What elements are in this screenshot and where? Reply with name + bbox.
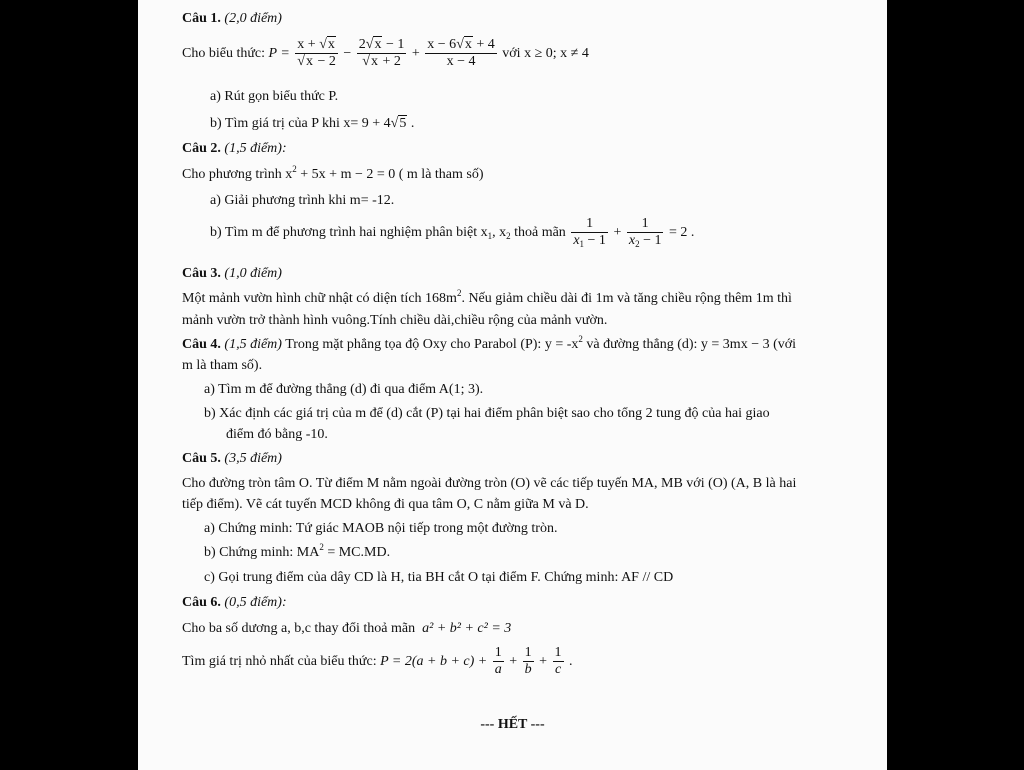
q6-line-1: Cho ba số dương a, b,c thay đổi thoả mãn a² + b² + c² = 3 xyxy=(182,621,512,636)
q1-fraction-1: $\frac{x + √x}{√x - 2}$ xyxy=(297,37,336,70)
q3-line-2: mảnh vườn trở thành hình vuông.Tính chiều dài,chiều rộng của mảnh vườn. xyxy=(182,313,608,328)
q6-fraction-b: $\frac{1}{b}$ xyxy=(524,645,532,678)
q1-heading: Câu 1. (2,0 điểm) xyxy=(182,11,282,26)
q2-part-a: a) Giải phương trình khi m= -12. xyxy=(210,193,395,208)
q5-heading: Câu 5. (3,5 điểm) xyxy=(182,451,282,466)
exam-paper xyxy=(138,0,887,770)
q5-part-b: b) Chứng minh: $MA^2 = MC.MD$. xyxy=(204,542,391,560)
q6-fraction-c: $\frac{1}{c}$ xyxy=(554,645,562,678)
q4-part-b-line-2: điểm đó bằng -10. xyxy=(226,427,328,442)
q5-part-a: a) Chứng minh: Tứ giác MAOB nội tiếp trong một đường tròn. xyxy=(204,521,558,536)
q4-line-2: m là tham số). xyxy=(182,358,263,373)
q6-line-2: Tìm giá trị nhỏ nhất của biểu thức: P = 2(a + b + c) + $\frac{1}{a}$ + $\frac{1}{b}$ + $\frac{1}{c}$ . xyxy=(182,645,573,678)
q1-expression: Cho biểu thức: P = $\frac{x + √x}{√x - 2}$ − $\frac{2√x - 1}{√x + 2}$ + $\frac{x - 6√x + 4}{x - 4}$ với x ≥ 0; x ≠ 4 xyxy=(182,37,589,70)
q5-line-1: Cho đường tròn tâm O. Từ điểm M nằm ngoài đường tròn (O) vẽ các tiếp tuyến MA, MB với (O) (A, B là hai xyxy=(182,476,797,491)
q1-fraction-2: $\frac{2√x - 1}{√x + 2}$ xyxy=(358,37,405,70)
q1-fraction-3: $\frac{x - 6√x + 4}{x - 4}$ xyxy=(427,37,495,70)
q5-line-2: tiếp điểm). Vẽ cát tuyến MCD không đi qua tâm O, C nằm giữa M và D. xyxy=(182,497,589,512)
q5-part-c: c) Gọi trung điểm của dây CD là H, tia BH cắt O tại điểm F. Chứng minh: AF // CD xyxy=(204,570,674,585)
q1-part-a: a) Rút gọn biểu thức P. xyxy=(210,89,339,104)
q2-fraction-1: $\frac{1}{x_1 - 1}$ xyxy=(573,216,606,250)
q4-line-1: Câu 4. (1,5 điểm) Trong mặt phẳng tọa độ Oxy cho Parabol (P): $y = -x^2$ và đường thẳng (d): y = 3mx − 3 (với xyxy=(182,334,797,352)
end-marker: --- HẾT --- xyxy=(480,717,545,732)
q1-part-b: b) Tìm giá trị của P khi x= 9 + 4√5 . xyxy=(210,116,415,131)
q2-fraction-2: $\frac{1}{x_2 - 1}$ xyxy=(628,216,662,250)
q6-heading: Câu 6. (0,5 điểm): xyxy=(182,595,287,610)
q6-fraction-a: $\frac{1}{a}$ xyxy=(494,645,502,678)
q4-part-b-line-1: b) Xác định các giá trị của m để (d) cắt (P) tại hai điểm phân biệt sao cho tổng 2 tung độ của hai giao xyxy=(204,406,770,421)
q3-line-1: Một mảnh vườn hình chữ nhật có diện tích $168m^2$. Nếu giảm chiều dài đi 1m và tăng chiều rộng thêm 1m thì xyxy=(182,288,792,306)
q2-heading: Câu 2. (1,5 điểm): xyxy=(182,141,287,156)
q3-heading: Câu 3. (1,0 điểm) xyxy=(182,266,282,281)
q2-intro: Cho phương trình $x^2 + 5x + m - 2 = 0$ ( m là tham số) xyxy=(182,164,484,182)
q4-part-a: a) Tìm m để đường thẳng (d) đi qua điểm A(1; 3). xyxy=(204,382,484,397)
q2-part-b: b) Tìm m để phương trình hai nghiệm phân biệt $x_1$, $x_2$ thoả mãn $\frac{1}{x_1 - 1}$ + $\frac{1}{x_2 - 1}$ = 2 . xyxy=(210,216,695,250)
